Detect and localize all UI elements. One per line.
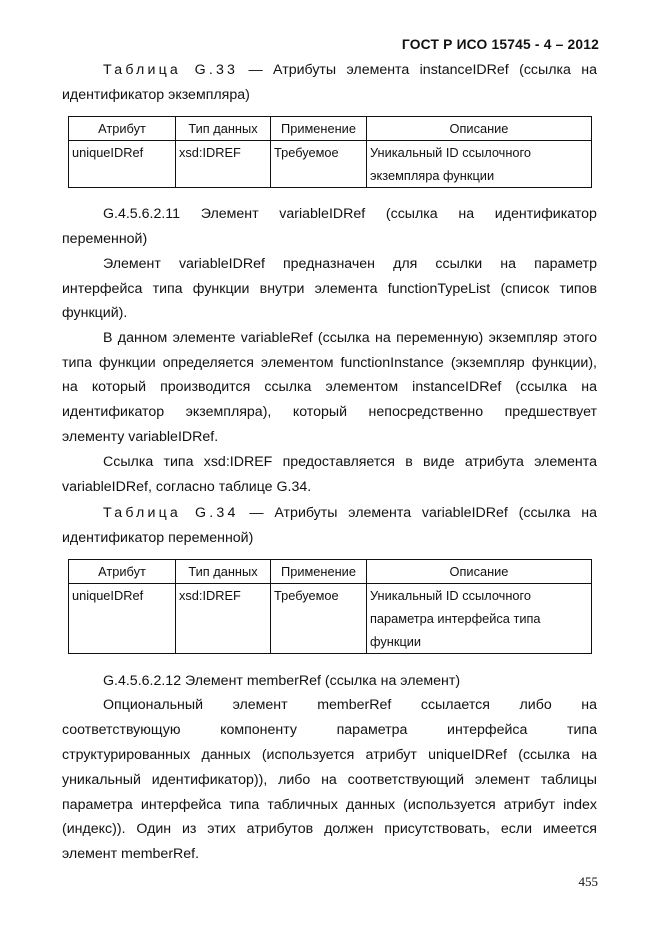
section-2-11-heading-line1 (103, 206, 597, 222)
paragraph-line: параметра интерфейса типа табличных данных (используется атрибут index (62, 797, 597, 813)
cell-type: xsd:IDREF (176, 141, 271, 188)
paragraph-line: элемент memberRef. (62, 846, 200, 862)
paragraph-line: уникальный идентификатор)), либо на соответствующий элемент таблицы (62, 772, 597, 788)
table34-caption-line2: идентификатор переменной) (62, 530, 254, 546)
column-header-usage: Применение (271, 560, 367, 584)
description-line: параметра интерфейса типа (370, 611, 541, 626)
table-header-row (69, 560, 592, 584)
heading-word: Элемент (200, 206, 259, 222)
cell-attribute: uniqueIDRef (69, 584, 176, 654)
cell-usage: Требуемое (271, 584, 367, 654)
table33-caption-line2: идентификатор экземпляра) (62, 87, 250, 103)
column-header-type: Тип данных (176, 117, 271, 141)
column-header-attribute: Атрибут (69, 117, 176, 141)
cell-usage: Требуемое (271, 141, 367, 188)
paragraph-line: (индекс)). Один из этих атрибутов должен присутствовать, если имеется (62, 821, 597, 837)
table-g34 (68, 559, 592, 654)
table34-caption-line1 (103, 505, 597, 521)
table33-caption-word: Таблица G.33 (103, 62, 239, 78)
cell-description (367, 141, 592, 188)
column-header-usage: Применение (271, 117, 367, 141)
table33-caption-line1 (103, 62, 597, 78)
cell-type: xsd:IDREF (176, 584, 271, 654)
description-line: Уникальный ID ссылочного (370, 145, 532, 160)
paragraph-line: интерфейса типа функции внутри элемента functionTypeList (список типов (62, 281, 597, 297)
paragraph-line: Элемент variableIDRef предназначен для ссылки на параметр (103, 256, 597, 272)
paragraph-line: на который производится ссылка элементом instanceIDRef (ссылка на (62, 379, 597, 395)
column-header-type: Тип данных (176, 560, 271, 584)
description-line: функции (370, 634, 422, 649)
table-row (69, 141, 592, 188)
paragraph-line: элементу variableIDRef. (62, 429, 219, 445)
section-2-11-heading-line2: переменной) (62, 231, 148, 247)
paragraph-line: соответствующую компоненту параметра интерфейса типа (62, 722, 597, 738)
paragraph-line: функций). (62, 305, 128, 321)
paragraph-line: идентификатор экземпляра), который непосредственно предшествует (62, 404, 597, 420)
paragraph-line: структурированных данных (используется атрибут uniqueIDRef (ссылка на (62, 747, 597, 763)
table33-caption-rest: — Атрибуты элемента instanceIDRef (ссылка на (248, 62, 597, 78)
column-header-attribute: Атрибут (69, 560, 176, 584)
paragraph-line: В данном элементе variableRef (ссылка на переменную) экземпляр этого (103, 330, 597, 346)
page-number: 455 (578, 874, 598, 889)
column-header-description: Описание (367, 117, 592, 141)
table-row (69, 584, 592, 654)
standard-header: ГОСТ Р ИСО 15745 - 4 – 2012 (401, 37, 599, 52)
cell-attribute: uniqueIDRef (69, 141, 176, 188)
paragraph-line: Ссылка типа xsd:IDREF предоставляется в виде атрибута элемента (103, 454, 597, 470)
section-2-12-heading: G.4.5.6.2.12 Элемент memberRef (ссылка на элемент) (103, 673, 461, 689)
heading-word: на (458, 206, 475, 222)
table34-caption-rest: — Атрибуты элемента variableIDRef (ссылка на (249, 505, 597, 521)
table34-caption-word: Таблица G.34 (103, 505, 239, 521)
section-number: G.4.5.6.2.11 (103, 206, 181, 222)
table-header-row (69, 117, 592, 141)
column-header-description: Описание (367, 560, 592, 584)
heading-word: variableIDRef (279, 206, 366, 222)
paragraph-line: variableIDRef, согласно таблице G.34. (62, 479, 312, 495)
paragraph-line: типа функции определяется элементом functionInstance (экземпляр функции), (62, 355, 597, 371)
table-g33 (68, 116, 592, 188)
cell-description (367, 584, 592, 654)
description-line: Уникальный ID ссылочного (370, 588, 532, 603)
heading-word: идентификатор (494, 206, 597, 222)
heading-word: (ссылка (385, 206, 438, 222)
description-line: экземпляра функции (370, 168, 495, 183)
paragraph-line: Опциональный элемент memberRef ссылается либо на (103, 697, 597, 713)
